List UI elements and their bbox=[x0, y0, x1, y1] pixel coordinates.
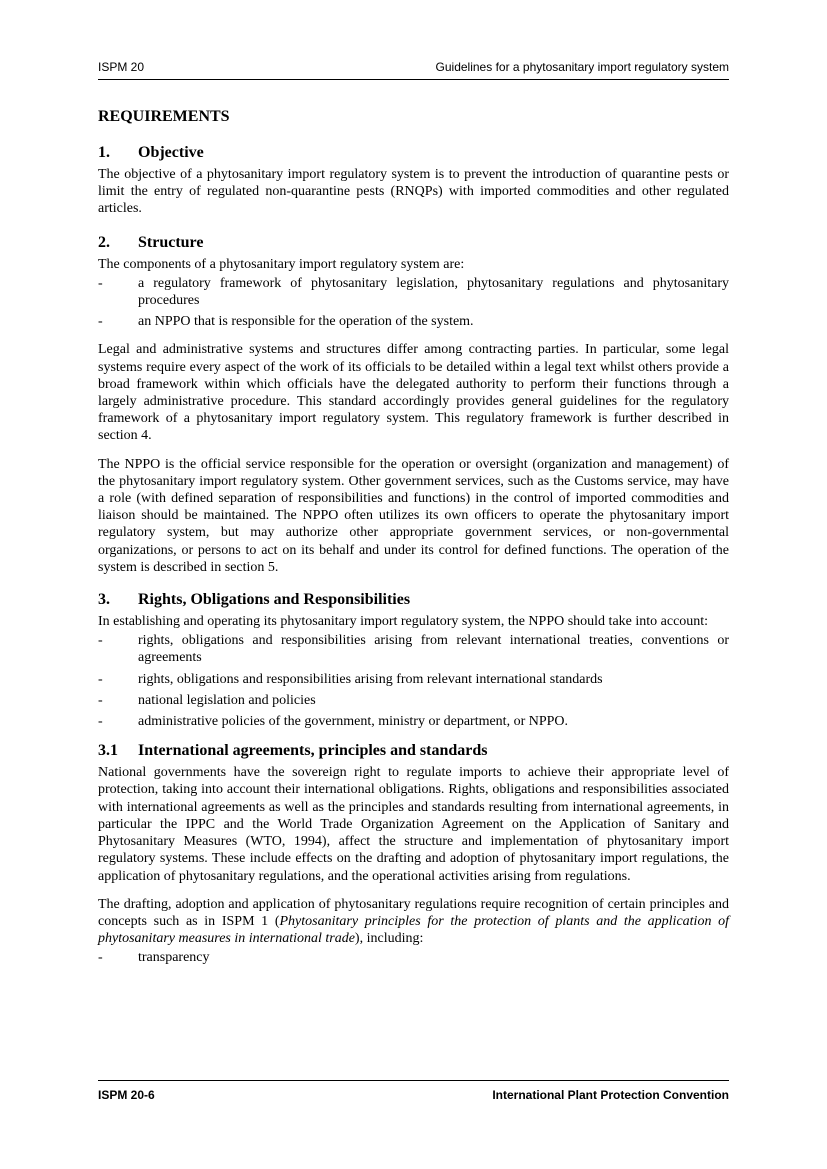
footer-page-number: ISPM 20-6 bbox=[98, 1088, 155, 1102]
list-dash: - bbox=[98, 314, 103, 330]
section-heading-text: Structure bbox=[138, 233, 204, 251]
list-item-text: national legislation and policies bbox=[138, 692, 316, 708]
list-dash: - bbox=[98, 714, 103, 730]
section-heading-text: Rights, Obligations and Responsibilities bbox=[138, 591, 411, 609]
section-3-heading bbox=[98, 590, 729, 610]
bullet-list bbox=[98, 632, 729, 730]
section-number: 3. bbox=[98, 591, 110, 609]
list-item bbox=[98, 632, 729, 666]
bullet-list bbox=[98, 275, 729, 331]
document-body bbox=[98, 107, 729, 978]
list-item-text: rights, obligations and responsibilities arising from relevant international standards bbox=[138, 671, 603, 687]
section-title: REQUIREMENTS bbox=[98, 108, 230, 125]
list-dash: - bbox=[98, 692, 103, 708]
section-number: 1. bbox=[98, 144, 110, 161]
section-3-1-heading bbox=[98, 741, 729, 761]
list-item bbox=[98, 313, 729, 330]
section-1-heading bbox=[98, 143, 729, 163]
paragraph: In establishing and operating its phytosanitary import regulatory system, the NPPO should take into account: bbox=[98, 614, 709, 630]
list-dash: - bbox=[98, 275, 103, 291]
list-item bbox=[98, 671, 729, 688]
list-item bbox=[98, 692, 729, 709]
list-item-text: rights, obligations and responsibilities arising from relevant international treaties, conventions or agreements bbox=[138, 633, 729, 666]
ispm-1-title: Phytosanitary principles for the protection of plants and the application of phytosanitary measures in international trade bbox=[98, 913, 729, 947]
list-item-text: transparency bbox=[138, 950, 210, 966]
header-standard-title: Guidelines for a phytosanitary import regulatory system bbox=[435, 60, 729, 74]
paragraph: The components of a phytosanitary import regulatory system are: bbox=[98, 256, 465, 272]
section-heading-text: International agreements, principles and standards bbox=[138, 742, 488, 760]
list-item-text: administrative policies of the government, ministry or department, or NPPO. bbox=[138, 714, 569, 730]
paragraph: The objective of a phytosanitary import regulatory system is to prevent the introduction of quarantine pests or limit the entry of regulated non-quarantine pests (RNQPs) with imported commodities and other regulated articles. bbox=[98, 167, 729, 217]
section-heading-text: Objective bbox=[138, 144, 204, 161]
page-header bbox=[98, 57, 729, 80]
document-page bbox=[98, 0, 729, 1169]
list-item bbox=[98, 275, 729, 309]
header-standard-id: ISPM 20 bbox=[98, 60, 145, 74]
paragraph: National governments have the sovereign right to regulate imports to achieve their appropriate level of protection, taking into account their international obligations. Rights, obligations and responsibilities associated with international agreements as well as the principles and standards resulting from international agreements, in particular the IPPC and the World Trade Organization Agreement on the Application of Sanitary and Phytosanitary Measures (WTO, 1994), affect the structure and implementation of phytosanitary import regulatory systems. These include effects on the drafting and adoption of phytosanitary import regulations, the application of phytosanitary regulations, and the operational activities arising from regulations. bbox=[98, 765, 729, 884]
list-dash: - bbox=[98, 671, 103, 687]
paragraph bbox=[98, 896, 729, 948]
section-number: 2. bbox=[98, 233, 110, 251]
list-item-text: an NPPO that is responsible for the operation of the system. bbox=[138, 314, 474, 330]
bullet-list bbox=[98, 949, 729, 966]
list-dash: - bbox=[98, 633, 103, 649]
list-item bbox=[98, 713, 729, 730]
page-footer bbox=[98, 1080, 729, 1102]
paragraph: The NPPO is the official service responsible for the operation or oversight (organization and management) of the phytosanitary import regulatory system. Other government services, such as the Customs service, may have a role (with defined separation of responsibilities and functions) in the control of imported commodities and liaison should be maintained. The NPPO often utilizes its own officers to operate the phytosanitary import regulatory system, but may authorize other appropriate government services, or non-governmental organizations, or persons to act on its behalf and under its control for defined functions. The operation of the system is described in section 5. bbox=[98, 456, 729, 575]
section-2-heading bbox=[98, 233, 729, 253]
list-item-text: a regulatory framework of phytosanitary legislation, phytosanitary regulations and phytosanitary procedures bbox=[138, 275, 729, 309]
list-dash: - bbox=[98, 950, 103, 966]
paragraph-text: The drafting, adoption and application of phytosanitary regulations require recognition of certain principles and concepts such as in ISPM 1 ( bbox=[98, 896, 729, 929]
paragraph-text: ), including: bbox=[354, 931, 424, 947]
footer-organization: International Plant Protection Convention bbox=[492, 1088, 729, 1102]
paragraph: Legal and administrative systems and structures differ among contracting parties. In particular, some legal systems require every aspect of the work of its officials to be detailed within a legal text whilst others provide a broad framework within which officials have the delegated authority to perform their functions through a largely administrative procedure. This standard accordingly provides general guidelines for the regulatory framework of a phytosanitary import regulatory system. This regulatory framework is further described in section 4. bbox=[98, 342, 729, 444]
section-number: 3.1 bbox=[98, 742, 118, 760]
list-item bbox=[98, 949, 729, 966]
